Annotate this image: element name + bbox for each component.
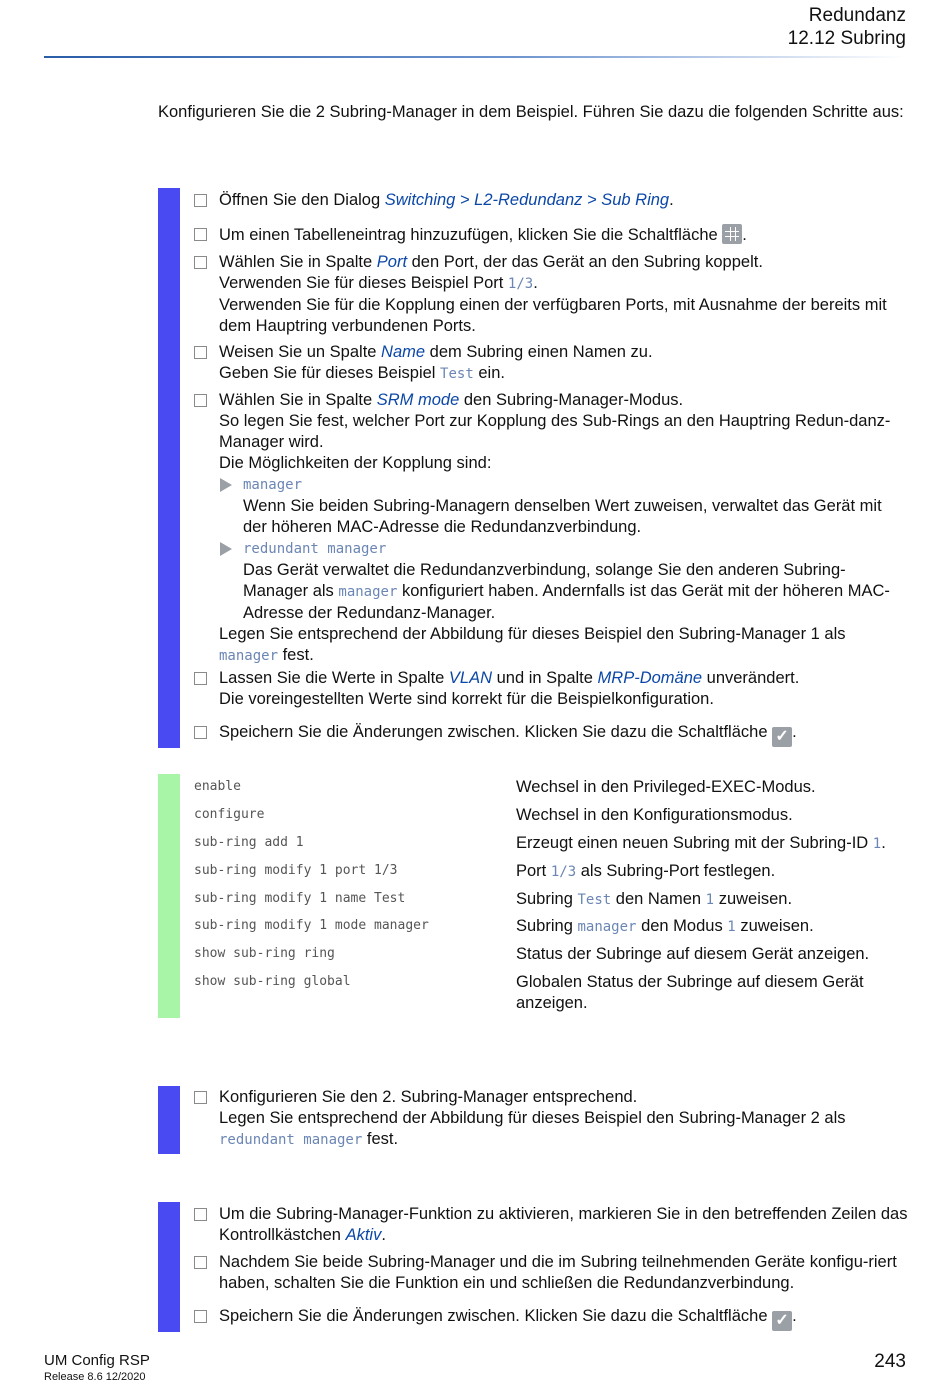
footer-release: Release 8.6 12/2020 [44, 1371, 146, 1383]
cli-command: show sub-ring ring [194, 946, 335, 961]
step-checkbox[interactable] [194, 346, 207, 359]
step-add-entry: Um einen Tabelleneintrag hinzuzufügen, klicken Sie die Schaltfläche . [219, 224, 909, 246]
checkmark-icon: ✓ [772, 727, 792, 747]
cli-description: Erzeugt einen neuen Subring mit der Subring-ID 1. [516, 834, 886, 852]
step-checkbox[interactable] [194, 256, 207, 269]
cli-description: Wechsel in den Konfigurationsmodus. [516, 806, 793, 824]
add-table-row-icon [722, 224, 742, 244]
step-save: Speichern Sie die Änderungen zwischen. Klicken Sie dazu die Schaltfläche ✓ . [219, 722, 909, 747]
cli-description: Subring manager den Modus 1 zuweisen. [516, 917, 814, 935]
cli-command: sub-ring modify 1 mode manager [194, 918, 429, 933]
cli-command: sub-ring modify 1 name Test [194, 891, 406, 906]
instruction-bar [158, 1086, 180, 1154]
bullet-triangle-icon [220, 478, 232, 492]
step-vlan: Lassen Sie die Werte in Spalte VLAN und in Spalte MRP-Domäne unverändert. Die voreingestellten Werte sind korrekt für die Beispielkonfiguration. [219, 668, 909, 710]
instruction-bar [158, 188, 180, 748]
cli-description: Globalen Status der Subringe auf diesem Gerät anzeigen. [516, 973, 864, 1012]
cli-bar [158, 774, 180, 1018]
cli-description: Wechsel in den Privileged-EXEC-Modus. [516, 778, 816, 796]
menu-path: Switching > L2-Redundanz > Sub Ring [384, 191, 670, 209]
cli-command: sub-ring add 1 [194, 835, 304, 850]
step-srm-mode: Wählen Sie in Spalte SRM mode den Subring-Manager-Modus. So legen Sie fest, welcher Port zur Kopplung des Sub-Rings an den Hauptring Redun-danz-Manager wird. Die Möglichkeiten der Kopplung sind: manager Wenn Sie beiden Subring-Managern denselben Wert zuweisen, verwaltet das Gerät mit der höheren MAC-Adresse die Redundanzverbindung. redundant manager Das Gerät verwaltet die Redundanzverbindung, solange Sie den anderen Subring-Manager als manager konfiguriert haben. Andernfalls ist das Gerät mit der höheren MAC-Adresse der Redundanz-Manager. Legen Sie entsprechend der Abbildung für dieses Beispiel den Subring-Manager 1 als manager fest. [219, 390, 909, 667]
step-checkbox[interactable] [194, 1091, 207, 1104]
footer-doc-title: UM Config RSP [44, 1352, 150, 1369]
step-checkbox[interactable] [194, 1256, 207, 1269]
checkmark-icon: ✓ [772, 1311, 792, 1331]
step-checkbox[interactable] [194, 394, 207, 407]
instruction-bar [158, 1202, 180, 1332]
option-manager: manager Wenn Sie beiden Subring-Managern denselben Wert zuweisen, verwaltet das Gerät mit der höheren MAC-Adresse die Redundanzverbindung. [219, 475, 909, 538]
step-select-port: Wählen Sie in Spalte Port den Port, der das Gerät an den Subring koppelt. Verwenden Sie für dieses Beispiel Port 1/3. Verwenden Sie für die Kopplung einen der verfügbaren Ports, mit Ausnahme der bereits mit dem Hauptring verbundenen Ports. [219, 252, 909, 337]
section-title: 12.12 Subring [787, 28, 906, 49]
step-save: Speichern Sie die Änderungen zwischen. Klicken Sie dazu die Schaltfläche ✓ . [219, 1306, 909, 1331]
header-rule [44, 56, 906, 58]
cli-command: configure [194, 807, 265, 822]
step-checkbox[interactable] [194, 228, 207, 241]
cli-description: Subring Test den Namen 1 zuweisen. [516, 890, 793, 908]
step-checkbox[interactable] [194, 1208, 207, 1221]
step-checkbox[interactable] [194, 1310, 207, 1323]
step-activate: Um die Subring-Manager-Funktion zu aktivieren, markieren Sie in den betreffenden Zeilen das Kontrollkästchen Aktiv. [219, 1204, 909, 1246]
cli-description: Status der Subringe auf diesem Gerät anzeigen. [516, 945, 870, 963]
cli-description: Port 1/3 als Subring-Port festlegen. [516, 862, 776, 880]
bullet-triangle-icon [220, 542, 232, 556]
chapter-title: Redundanz [808, 5, 906, 26]
intro-paragraph: Konfigurieren Sie die 2 Subring-Manager in dem Beispiel. Führen Sie dazu die folgenden Schritte aus: [158, 103, 904, 121]
cli-command: sub-ring modify 1 port 1/3 [194, 863, 398, 878]
cli-command: enable [194, 779, 241, 794]
step-open-dialog: Öffnen Sie den Dialog Switching > L2-Redundanz > Sub Ring. [219, 190, 909, 211]
cli-command: show sub-ring global [194, 974, 351, 989]
step-configure-second: Konfigurieren Sie den 2. Subring-Manager entsprechend. Legen Sie entsprechend der Abbildung für dieses Beispiel den Subring-Manager 2 als redundant manager fest. [219, 1087, 909, 1151]
step-enable-function: Nachdem Sie beide Subring-Manager und die im Subring teilnehmenden Geräte konfigu-riert haben, schalten Sie die Funktion ein und schließen die Redundanzverbindung. [219, 1252, 909, 1294]
option-redundant-manager: redundant manager Das Gerät verwaltet die Redundanzverbindung, solange Sie den anderen Subring-Manager als manager konfiguriert haben. Andernfalls ist das Gerät mit der höheren MAC-Adresse der Redundanz-Manager. [219, 539, 909, 624]
step-checkbox[interactable] [194, 672, 207, 685]
step-name: Weisen Sie un Spalte Name dem Subring einen Namen zu. Geben Sie für dieses Beispiel Test ein. [219, 342, 909, 385]
page-number: 243 [874, 1351, 906, 1372]
step-checkbox[interactable] [194, 726, 207, 739]
step-checkbox[interactable] [194, 194, 207, 207]
